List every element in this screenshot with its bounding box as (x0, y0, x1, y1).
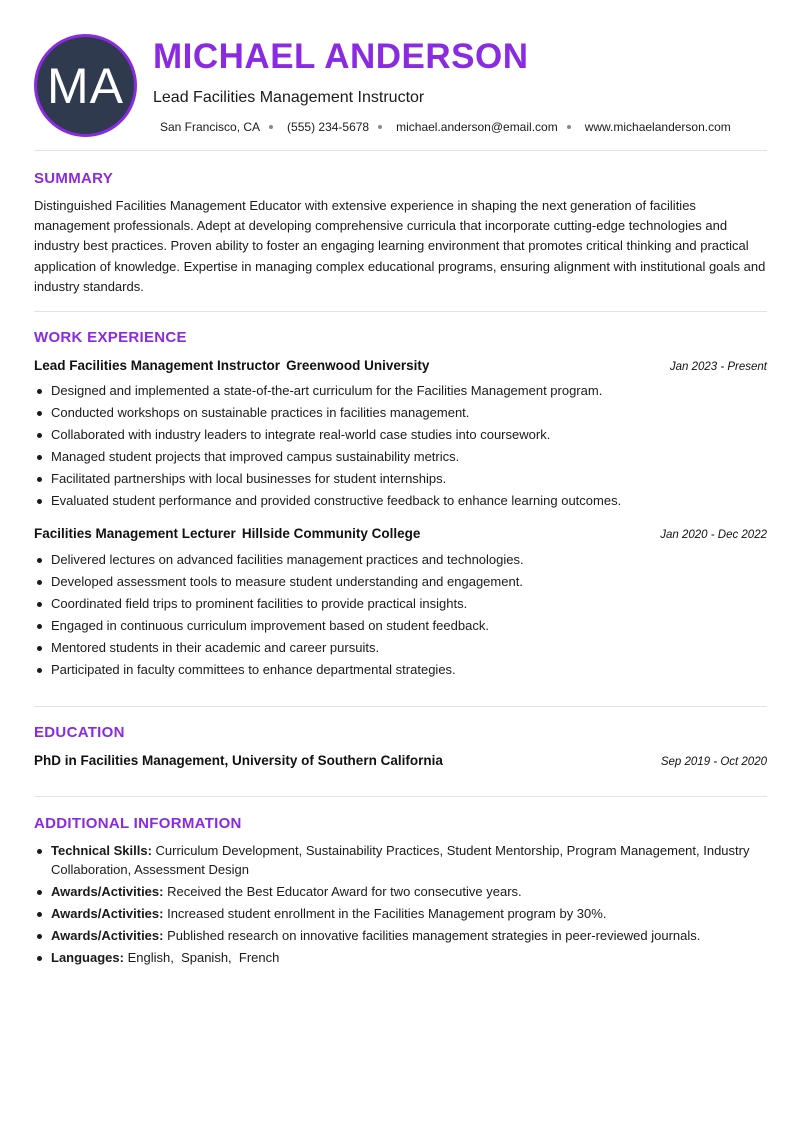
list-item: Collaborated with industry leaders to integrate real-world case studies into coursework. (34, 424, 767, 446)
section-title-summary: SUMMARY (34, 170, 114, 187)
list-item: Facilitated partnerships with local businesses for student internships. (34, 468, 767, 490)
item-label: Languages: (51, 950, 124, 965)
item-label: Awards/Activities: (51, 883, 164, 899)
list-item (34, 842, 769, 879)
divider (34, 796, 767, 797)
education-header (34, 753, 767, 768)
list-item: Managed student projects that improved campus sustainability metrics. (34, 446, 767, 468)
list-item: Conducted workshops on sustainable practices in facilities management. (34, 402, 767, 424)
job-header (34, 358, 767, 373)
job-organization: Greenwood University (286, 358, 430, 373)
item-text: Received the Best Educator Award for two consecutive years. (167, 883, 522, 899)
list-item: Coordinated field trips to prominent facilities to provide practical insights. (34, 593, 767, 615)
item-text: Curriculum Development, Sustainability Practices, Student Mentorship, Program Management, Industry Collaboration, Assessment Design (51, 843, 750, 877)
section-title-experience: WORK EXPERIENCE (34, 329, 187, 346)
job-bullet-list (34, 380, 767, 512)
list-item (34, 949, 769, 968)
contact-bar (160, 120, 731, 134)
contact-phone: (555) 234-5678 (287, 120, 370, 134)
contact-website[interactable]: www.michaelanderson.com (584, 120, 731, 134)
item-label: Awards/Activities: (51, 927, 164, 943)
item-text: Published research on innovative facilities management strategies in peer-reviewed journals. (167, 927, 701, 943)
item-label: Awards/Activities: (51, 905, 164, 921)
summary-text: Distinguished Facilities Management Educator with extensive experience in shaping the next generation of facilities management professionals. Adept at developing comprehensive curricula that incorporate cutting-edge technologies and industry best practices. Proven ability to foster an engaging learning environment that promotes critical thinking and practical application of knowledge. Expertise in managing complex educational programs, ensuring alignment with institutional goals and industry standards. (34, 198, 766, 294)
contact-location: San Francisco, CA (160, 120, 261, 134)
list-item: Delivered lectures on advanced facilities management practices and technologies. (34, 549, 767, 571)
separator-dot-icon (567, 125, 571, 129)
additional-list (34, 842, 769, 971)
list-item (34, 927, 769, 946)
item-label: Technical Skills: (51, 843, 152, 858)
list-item: Mentored students in their academic and career pursuits. (34, 637, 767, 659)
divider (34, 706, 767, 707)
job-title: Lead Facilities Management Instructor (34, 358, 281, 373)
list-item (34, 905, 769, 924)
candidate-name: MICHAEL ANDERSON (153, 37, 529, 76)
list-item: Participated in faculty committees to enhance departmental strategies. (34, 659, 767, 681)
job-header (34, 526, 767, 541)
list-item: Designed and implemented a state-of-the-art curriculum for the Facilities Management program. (34, 380, 767, 402)
education-date: Sep 2019 - Oct 2020 (660, 756, 767, 768)
contact-email[interactable]: michael.anderson@email.com (396, 120, 558, 134)
job-title: Facilities Management Lecturer (34, 526, 236, 541)
list-item: Developed assessment tools to measure student understanding and engagement. (34, 571, 767, 593)
list-item (34, 883, 769, 902)
item-text: English, Spanish, French (127, 950, 280, 965)
section-title-education: EDUCATION (34, 724, 125, 741)
section-title-additional: ADDITIONAL INFORMATION (34, 815, 242, 832)
item-text: Increased student enrollment in the Facilities Management program by 30%. (167, 905, 607, 921)
job-bullet-list (34, 549, 767, 681)
job-title-line (34, 358, 429, 373)
list-item: Engaged in continuous curriculum improvement based on student feedback. (34, 615, 767, 637)
divider (34, 150, 767, 151)
job-date: Jan 2020 - Dec 2022 (660, 529, 767, 541)
avatar (34, 34, 137, 137)
avatar-initials: MA (47, 57, 124, 114)
job-title-line (34, 526, 420, 541)
separator-dot-icon (378, 125, 382, 129)
candidate-headline: Lead Facilities Management Instructor (153, 89, 425, 106)
divider (34, 311, 767, 312)
job-date: Jan 2023 - Present (669, 361, 767, 373)
list-item: Evaluated student performance and provided constructive feedback to enhance learning outcomes. (34, 490, 767, 512)
separator-dot-icon (269, 125, 273, 129)
education-degree: PhD in Facilities Management, University of Southern California (34, 753, 443, 768)
job-organization: Hillside Community College (241, 526, 421, 541)
